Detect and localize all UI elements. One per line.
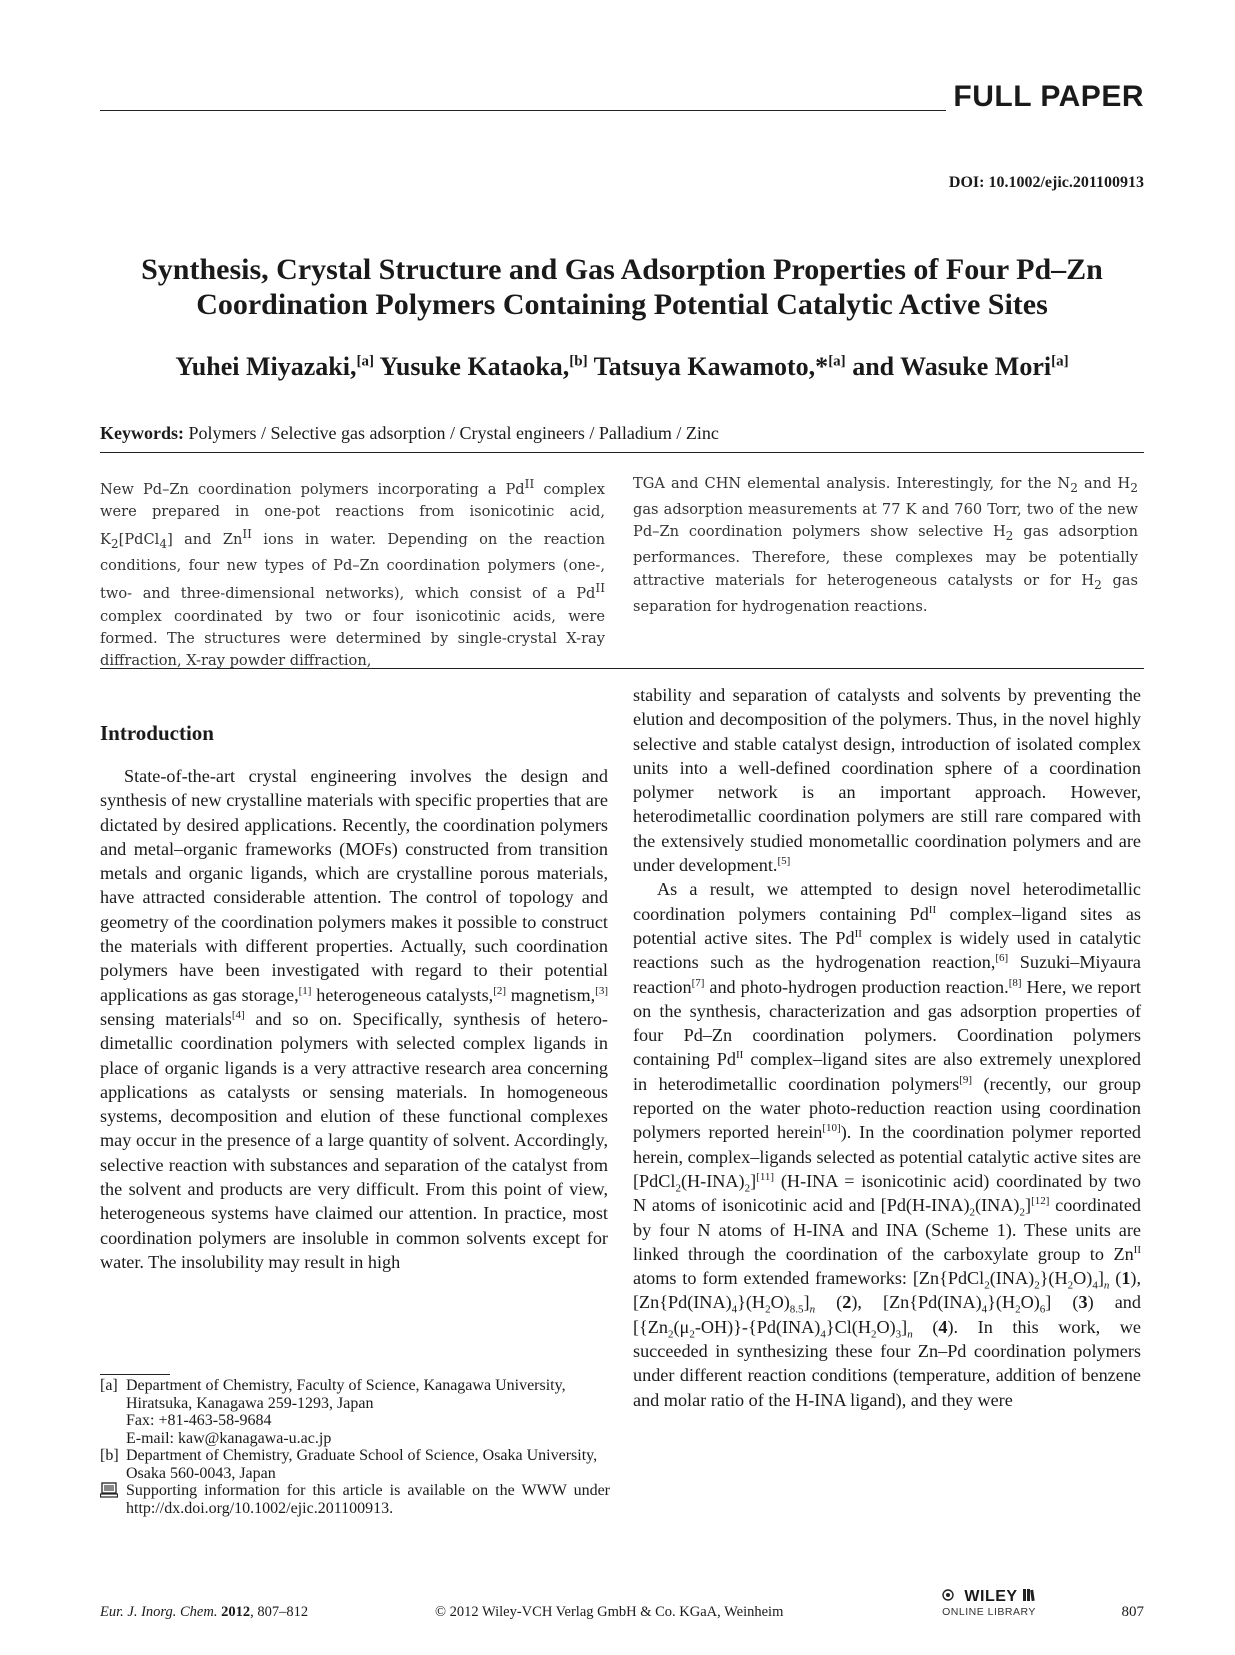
article-title: Synthesis, Crystal Structure and Gas Adsorption Properties of Four Pd–Zn Coordination Polymers Containing Potential Catalytic Active Sites bbox=[141, 253, 1103, 321]
journal-pages: , 807–812 bbox=[250, 1604, 309, 1620]
abstract-left-column: New Pd–Zn coordination polymers incorporating a $Pd^{II}$ complex were prepared in one-pot reactions from isonicotinic acid, $K_2[PdCl_4]$ and $Zn^{II}$ ions in water. Depending on the reaction conditions, four new types of Pd–Zn coordination polymers (one-, two- and three-dimensional networks), which consist of a $Pd^{II}$ complex coordinated by two or four isonicotinic acids, were formed. The structures were determined by single-crystal X-ray diffraction, X-ray powder diffraction, bbox=[100, 477, 606, 669]
author-affiliation: [b] bbox=[569, 353, 588, 370]
wiley-subtitle: ONLINE LIBRARY bbox=[942, 1606, 1036, 1618]
footnote-line: Hiratsuka, Kanagawa 259-1293, Japan bbox=[126, 1394, 374, 1412]
footnote-line: Fax: +81-463-58-9684 bbox=[126, 1412, 272, 1429]
keywords bbox=[100, 423, 1144, 444]
footnote-tag: [a] bbox=[100, 1377, 118, 1394]
abstract-right-column: TGA and CHN elemental analysis. Interestingly, for the $N_2$ and $H_2$ gas adsorption measurements at 77 K and 760 Torr, two of the new Pd–Zn coordination polymers show selective $H_2$ gas adsorption performances. Therefore, these complexes may be potentially attractive materials for heterogeneous catalysts or for $H_2$ gas separation for hydrogenation reactions. bbox=[633, 475, 1138, 615]
footnote-a bbox=[100, 1377, 610, 1447]
body-left-column bbox=[100, 764, 608, 1274]
abstract-top-rule bbox=[100, 452, 1144, 453]
author-list bbox=[100, 352, 1144, 382]
footnote-line: Osaka 560-0043, Japan bbox=[126, 1464, 276, 1482]
footnote-line: Department of Chemistry, Graduate School of Science, Osaka University, bbox=[126, 1447, 598, 1464]
supporting-info-text[interactable]: Supporting information for this article is available on the WWW under http://dx.doi.org/10.1002/ejic.201100913. bbox=[126, 1482, 610, 1517]
section-type-label: FULL PAPER bbox=[953, 80, 1144, 113]
footnote-b bbox=[100, 1447, 610, 1482]
footnote-email[interactable]: E-mail: kaw@kanagawa-u.ac.jp bbox=[126, 1429, 332, 1447]
body-paragraph: stability and separation of catalysts and solvents by preventing the elution and decomposition of the polymers. Thus, in the novel highly selective and stable catalyst design, introduction of isolated complex units into a well-defined coordination sphere of a coordination polymer network is an important approach. However, heterodimetallic coordination polymers are still rare compared with the extensively studied monometallic coordination polymers and are under development.[5] bbox=[633, 685, 1141, 876]
body-right-column bbox=[633, 683, 1141, 1412]
footnote-rule bbox=[100, 1374, 170, 1375]
author-conjunction: and bbox=[852, 352, 895, 381]
section-heading-introduction: Introduction bbox=[100, 721, 214, 745]
body-paragraph: State-of-the-art crystal engineering involves the design and synthesis of new crystalline materials with specific properties that are dictated by desired applications. Recently, the coordination polymers and metal–organic frameworks (MOFs) constructed from transition metals and organic ligands, which are crystalline porous materials, have attracted considerable attention. The control of topology and geometry of the coordination polymers makes it possible to construct the materials with different properties. Actually, such coordination polymers have been investigated with regard to their potential applications as gas storage,[1] heterogeneous catalysts,[2] magnetism,[3] sensing materials[4] and so on. Specifically, synthesis of hetero-dimetallic coordination polymers with selected complex ligands in place of organic ligands is a very attractive research area concerning applications as catalysts or sensing materials. In homogeneous systems, decomposition and elution of these functional complexes may occur in the presence of a large quantity of solvent. Accordingly, selective reaction with substances and separation of the catalyst from the solvent and products are very difficult. From this point of view, heterogeneous systems have claimed our attention. In practice, most coordination polymers are insoluble in common solvents except for water. The insolubility may result in high bbox=[100, 766, 608, 1272]
page-number: 807 bbox=[1121, 1604, 1144, 1620]
author-name: Tatsuya Kawamoto,* bbox=[593, 352, 829, 381]
abstract-bottom-rule bbox=[100, 668, 1144, 669]
journal-citation bbox=[100, 1604, 308, 1621]
author-name: Yuhei Miyazaki, bbox=[175, 352, 357, 381]
header-rule bbox=[100, 110, 946, 111]
keywords-text: Polymers / Selective gas adsorption / Crystal engineers / Palladium / Zinc bbox=[188, 423, 719, 443]
journal-name: Eur. J. Inorg. Chem. bbox=[100, 1604, 218, 1620]
author-affiliation: [a] bbox=[828, 353, 846, 370]
body-paragraph: As a result, we attempted to design novel heterodimetallic coordination polymers containing $Pd^{II}$ complex–ligand sites as potential active sites. The $Pd^{II}$ complex is widely used in catalytic reactions such as the hydrogenation reaction,[6] Suzuki–Miyaura reaction[7] and photo-hydrogen production reaction.[8] Here, we report on the synthesis, characterization and gas adsorption properties of four Pd–Zn coordination polymers. Coordination polymers containing $Pd^{II}$ complex–ligand sites are also extremely unexplored in heterodimetallic coordination polymers[9] (recently, our group reported on the water photo-reduction reaction using coordination polymers reported herein[10]). In the coordination polymer reported herein, complex–ligands selected as potential catalytic active sites are $[PdCl_2(H-INA)_2][11]$ (H-INA = isonicotinic acid) coordinated by two N atoms of isonicotinic acid and $[Pd(H-INA)_2(INA)_2][12]$ coordinated by four N atoms of H-INA and INA (Scheme 1). These units are linked through the coordination of the carboxylate group to $Zn^{II}$ atoms to form extended frameworks: $[Zn\{PdCl_2(INA)_2\}(H_2O)_4]_n$ (1), $[Zn\{Pd(INA)_4\}(H_2O)_{8.5}]_n$ (2), $[Zn\{Pd(INA)_4\}(H_2O)_6]$ (3) and $[\{Zn_2(\mu_2-OH)\}-\{Pd(INA)_4\}Cl(H_2O)_3]_n$ (4). In this work, we succeeded in synthesizing these four Zn–Pd coordination polymers under different reaction conditions (temperature, addition of benzene and molar ratio of the H-INA ligand), and they were bbox=[633, 879, 1142, 1410]
wiley-wordmark: WILEY bbox=[964, 1588, 1018, 1605]
wiley-swirl-icon bbox=[942, 1588, 964, 1605]
journal-year: 2012 bbox=[221, 1604, 251, 1620]
author-affiliation: [a] bbox=[1051, 353, 1069, 370]
footnote-line: Department of Chemistry, Faculty of Science, Kanagawa University, bbox=[126, 1377, 566, 1394]
supporting-info-note bbox=[100, 1482, 610, 1517]
author-name: Yusuke Kataoka, bbox=[379, 352, 570, 381]
author-name: Wasuke Mori bbox=[900, 352, 1052, 381]
wiley-online-library-logo[interactable] bbox=[934, 1588, 1044, 1618]
keywords-label: Keywords: bbox=[100, 423, 184, 443]
author-affiliation: [a] bbox=[356, 353, 374, 370]
doi: DOI: 10.1002/ejic.201100913 bbox=[948, 174, 1144, 191]
affiliation-footnotes bbox=[100, 1377, 610, 1517]
computer-icon bbox=[100, 1482, 126, 1517]
copyright-notice: © 2012 Wiley-VCH Verlag GmbH & Co. KGaA, Weinheim bbox=[435, 1604, 784, 1620]
book-icon bbox=[1022, 1588, 1036, 1605]
footnote-tag: [b] bbox=[100, 1447, 119, 1464]
